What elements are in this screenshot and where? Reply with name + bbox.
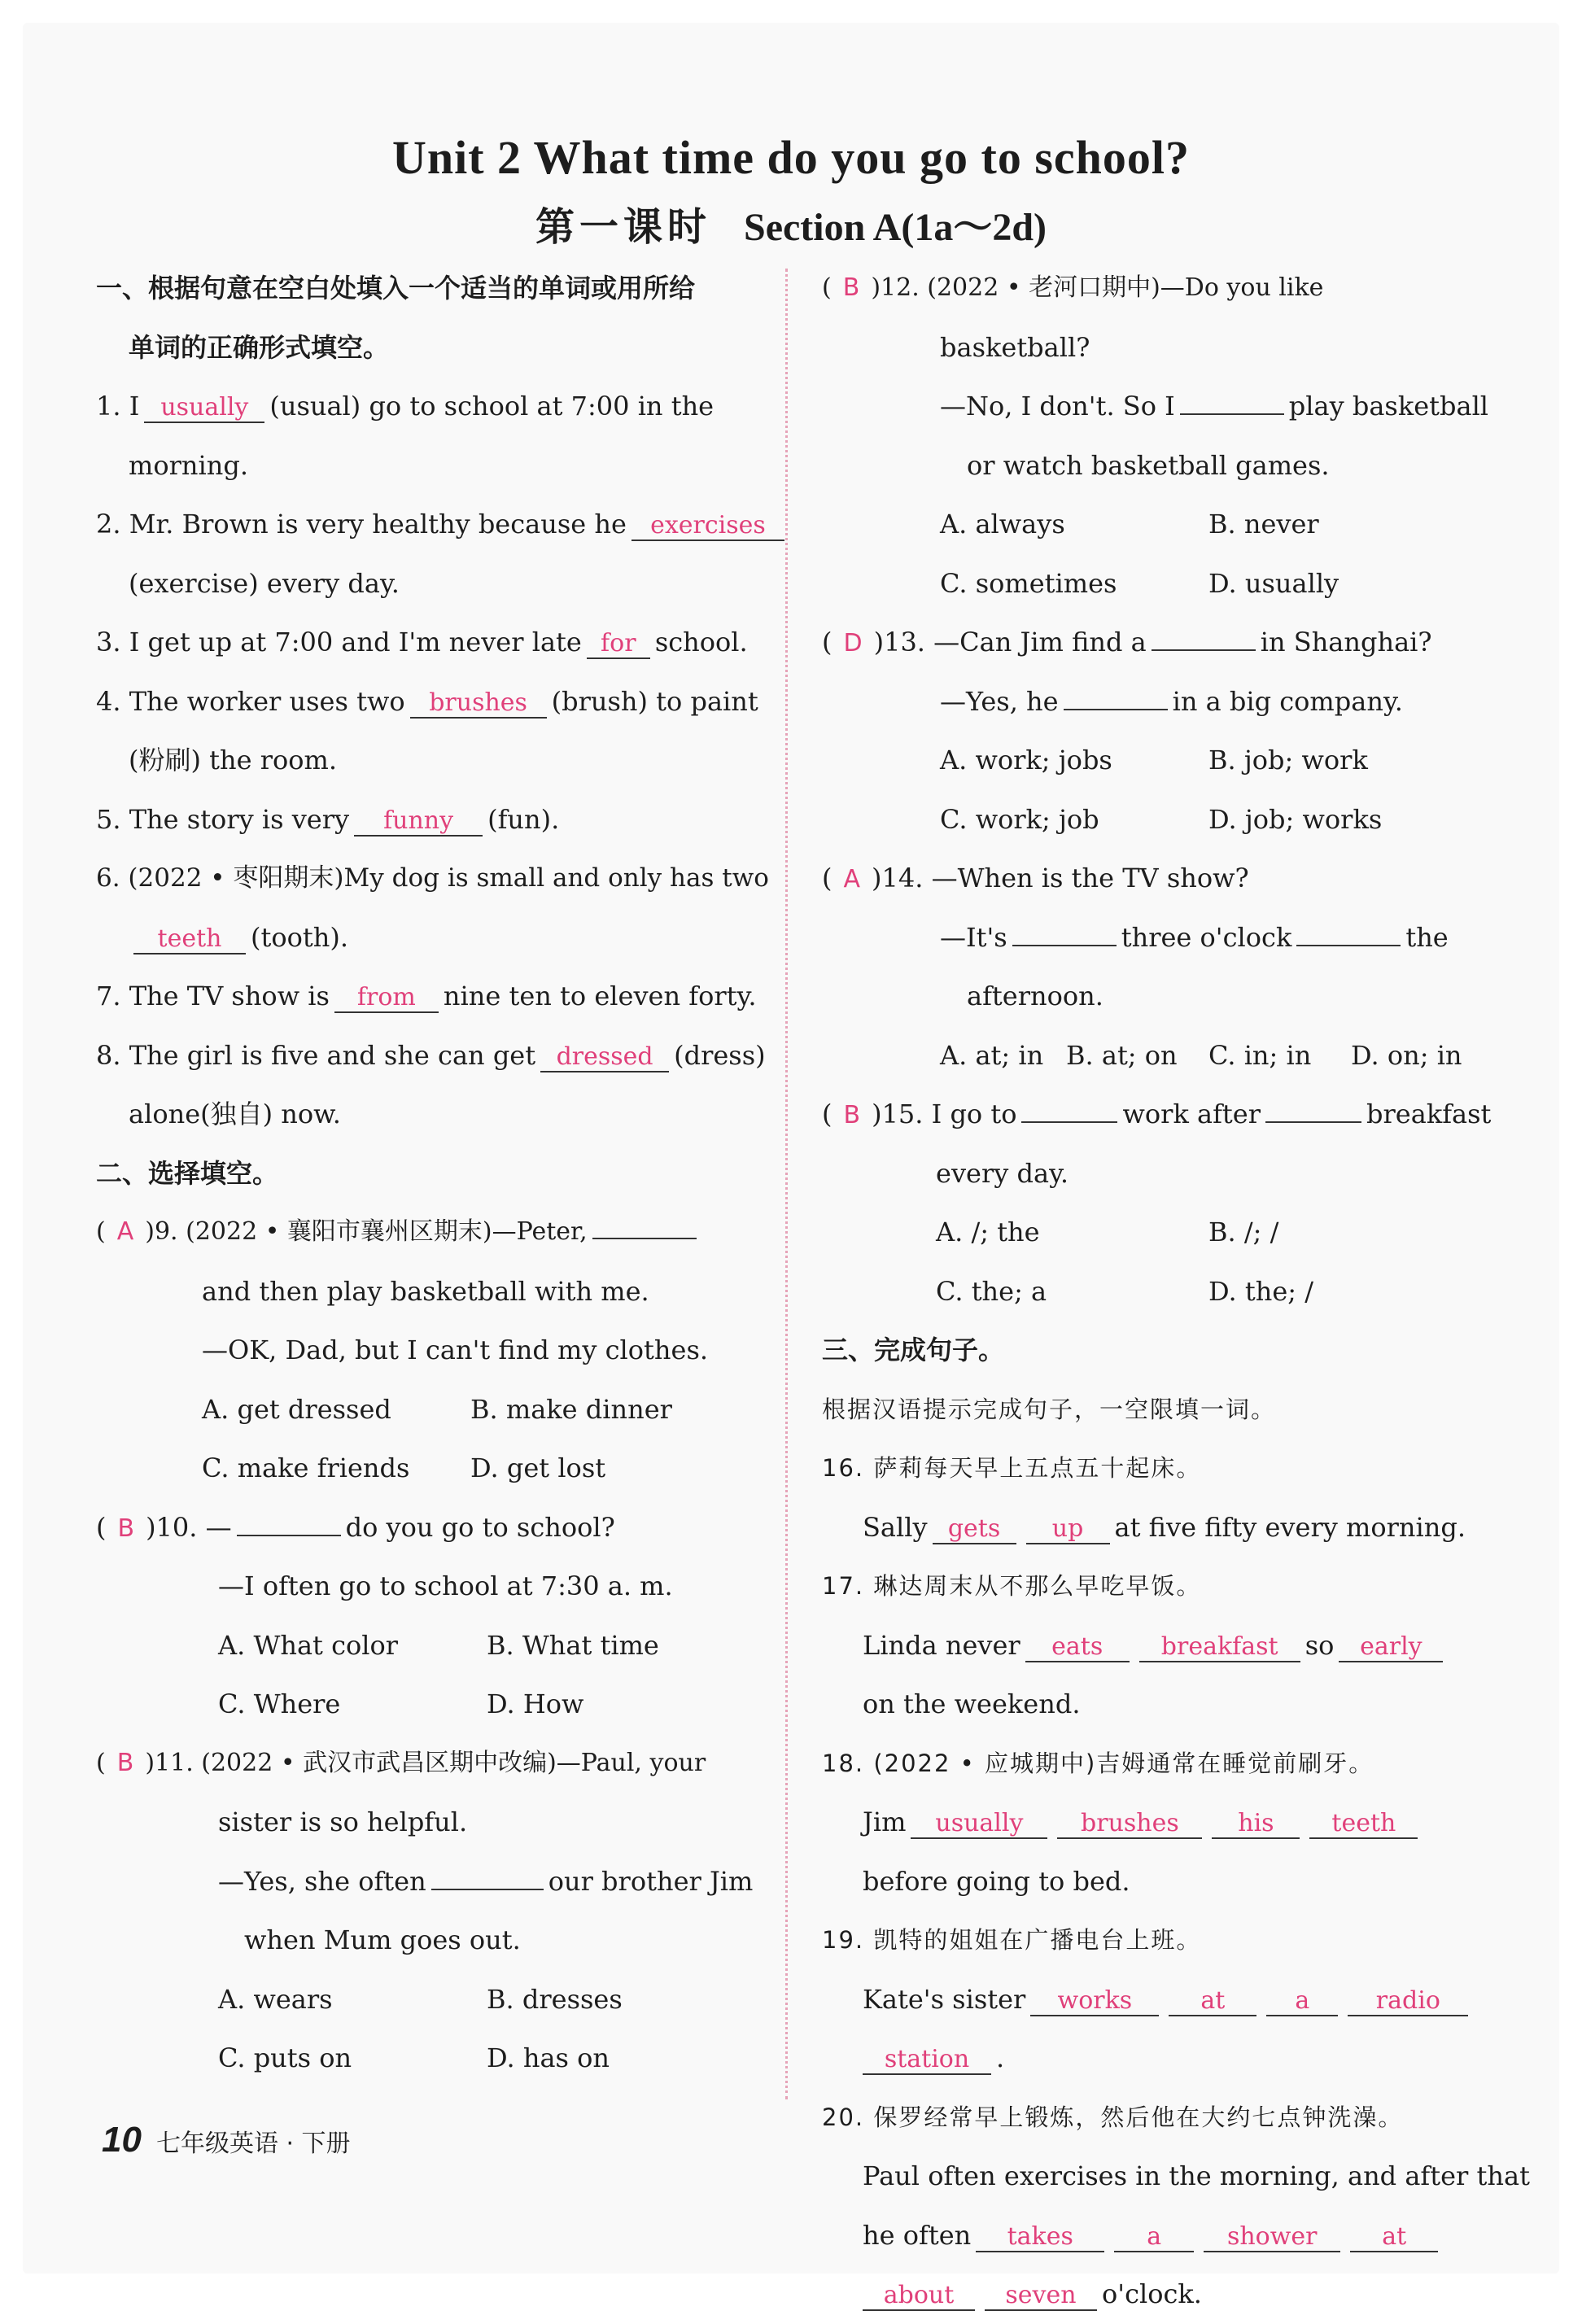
option-a[interactable]: A. wears (218, 1983, 333, 2015)
subtitle-cn: 第一课时 (535, 204, 711, 250)
question-10-line2: —I often go to school at 7:30 a. m. (218, 1570, 673, 1601)
page-footer (102, 2120, 351, 2160)
answer-blank[interactable] (431, 1889, 544, 1890)
answer-blank[interactable]: station (863, 2046, 991, 2075)
options-row (96, 2029, 763, 2088)
choice-answer: B (116, 1748, 134, 1777)
answer-blank[interactable]: his (1212, 1810, 1300, 1839)
answer-blank[interactable]: from (334, 984, 439, 1013)
answer-blank[interactable]: a (1266, 1987, 1338, 2016)
option-a[interactable]: A. always (940, 509, 1065, 540)
part2-heading: 二、选择填空。 (96, 1157, 279, 1189)
book-label: 七年级英语 · 下册 (155, 2130, 351, 2158)
question-20-line2: he often takes a shower at (822, 2206, 1485, 2265)
option-a[interactable]: A. What color (218, 1629, 399, 1661)
option-a[interactable]: A. at; in (940, 1039, 1044, 1071)
question-9: ( A )9. (2022 • 襄阳市襄州区期末)—Peter, (96, 1203, 763, 1262)
question-2: 2. Mr. Brown is very healthy because he exercises (96, 495, 763, 554)
question-12-line2: basketball? (940, 331, 1090, 363)
answer-blank[interactable]: for (587, 630, 650, 659)
answer-blank[interactable]: funny (354, 807, 483, 837)
choice-answer: B (117, 1514, 135, 1543)
option-d[interactable]: D. job; works (1208, 803, 1383, 835)
question-9-line3: —OK, Dad, but I can't find my clothes. (202, 1335, 709, 1365)
question-20-line1: Paul often exercises in the morning, and after that (863, 2160, 1530, 2191)
left-column (96, 259, 769, 2088)
option-b[interactable]: B. dresses (487, 1983, 623, 2015)
answer-blank[interactable]: works (1030, 1987, 1159, 2016)
answer-blank[interactable] (1265, 1121, 1361, 1123)
answer-blank[interactable]: breakfast (1139, 1633, 1300, 1662)
subtitle-en: Section A(1a～2d) (744, 206, 1047, 249)
question-11-line4: when Mum goes out. (244, 1924, 521, 1955)
option-d[interactable]: D. has on (487, 2042, 610, 2073)
option-d[interactable]: D. on; in (1351, 1039, 1462, 1071)
option-c[interactable]: C. Where (218, 1688, 341, 1719)
question-11-line2: sister is so helpful. (218, 1806, 468, 1837)
options-row (822, 731, 1485, 790)
question-19-cont: station . (822, 2029, 1485, 2088)
option-d[interactable]: D. usually (1208, 567, 1339, 599)
question-4: 4. The worker uses two brushes (brush) to paint (96, 685, 758, 717)
question-12-line4: or watch basketball games. (967, 449, 1330, 481)
choice-answer: B (843, 1101, 861, 1129)
choice-answer: A (843, 865, 861, 893)
option-b[interactable]: B. /; / (1208, 1217, 1279, 1247)
answer-blank[interactable]: brushes (410, 689, 547, 719)
answer-blank[interactable]: seven (985, 2282, 1097, 2311)
answer-blank[interactable]: teeth (133, 925, 246, 954)
question-1: 1. I usually (usual) go to school at 7:00 in the (96, 391, 715, 422)
question-14-line2: —It's three o'clock the (940, 921, 1449, 953)
part1-heading-2: 单词的正确形式填空。 (129, 331, 390, 363)
options-row (822, 1026, 1485, 1086)
answer-blank[interactable] (237, 1535, 341, 1536)
options-row (96, 1439, 763, 1498)
option-a[interactable]: A. work; jobs (940, 745, 1112, 775)
option-c[interactable]: C. in; in (1208, 1039, 1312, 1071)
option-c[interactable]: C. puts on (218, 2042, 352, 2073)
option-c[interactable]: C. make friends (202, 1452, 410, 1483)
part3-instructions: 根据汉语提示完成句子，一空限填一词。 (822, 1395, 1277, 1423)
question-12: ( B )12. (2022 • 老河口期中)—Do you like (822, 273, 1324, 302)
right-column (822, 259, 1530, 2324)
option-d[interactable]: D. get lost (470, 1452, 606, 1483)
answer-blank[interactable]: a (1114, 2223, 1194, 2252)
answer-blank[interactable] (1021, 1121, 1117, 1123)
question-6-cont: teeth (tooth). (96, 908, 763, 968)
option-c[interactable]: C. the; a (936, 1275, 1047, 1307)
options-row (822, 1203, 1485, 1262)
question-4-cont: (粉刷) the room. (129, 745, 338, 775)
answer-blank[interactable]: up (1026, 1515, 1110, 1544)
answer-blank[interactable]: radio (1348, 1987, 1468, 2016)
question-17-cont: on the weekend. (863, 1688, 1081, 1719)
question-11: ( B )11. (2022 • 武汉市武昌区期中改编)—Paul, your (96, 1748, 706, 1777)
answer-blank[interactable]: brushes (1057, 1810, 1202, 1839)
answer-blank[interactable]: shower (1204, 2223, 1340, 2252)
question-17: Linda never eats breakfast so early (822, 1616, 1485, 1675)
question-13: ( D )13. —Can Jim find a in Shanghai? (822, 627, 1432, 657)
page-number: 10 (102, 2120, 142, 2160)
question-16-cn: 16. 萨莉每天早上五点五十起床。 (822, 1454, 1202, 1482)
question-9-line2: and then play basketball with me. (202, 1275, 649, 1307)
question-14: ( A )14. —When is the TV show? (822, 863, 1249, 893)
question-18: Jim usually brushes his teeth (822, 1793, 1485, 1852)
options-row (822, 1262, 1485, 1321)
question-19: Kate's sister works at a radio (822, 1970, 1485, 2029)
part1-heading: 一、根据句意在空白处填入一个适当的单词或用所给 (96, 273, 696, 304)
question-3: 3. I get up at 7:00 and I'm never late for school. (96, 627, 748, 657)
answer-blank[interactable] (592, 1238, 697, 1239)
choice-answer: A (116, 1217, 134, 1246)
question-2-cont: (exercise) every day. (129, 567, 400, 599)
answer-blank[interactable]: early (1339, 1633, 1443, 1662)
option-d[interactable]: D. the; / (1208, 1275, 1313, 1307)
lesson-subtitle (0, 195, 1582, 251)
column-divider (785, 269, 788, 2099)
question-7: 7. The TV show is from nine ten to eleven forty. (96, 981, 757, 1011)
question-6: 6. (2022 • 枣阳期末)My dog is small and only has two (96, 863, 769, 893)
option-b[interactable]: B. What time (487, 1629, 659, 1661)
option-c[interactable]: C. work; job (940, 803, 1099, 835)
option-c[interactable]: C. sometimes (940, 567, 1117, 599)
question-15: ( B )15. I go to work after breakfast (822, 1099, 1492, 1129)
question-12-line3: —No, I don't. So I play basketball (940, 391, 1489, 422)
part3-heading: 三、完成句子。 (822, 1335, 1005, 1365)
answer-blank[interactable] (1180, 413, 1284, 415)
option-b[interactable]: B. at; on (1066, 1039, 1178, 1071)
question-20-line3: about seven o'clock. (822, 2265, 1485, 2324)
answer-blank[interactable]: teeth (1309, 1810, 1418, 1839)
question-15-line2: every day. (936, 1157, 1069, 1189)
question-8-cont: alone(独自) now. (129, 1099, 341, 1129)
option-d[interactable]: D. How (487, 1688, 584, 1719)
answer-blank[interactable] (1064, 709, 1168, 710)
answer-blank[interactable]: exercises (631, 512, 784, 541)
answer-blank[interactable]: at (1350, 2223, 1438, 2252)
answer-blank[interactable]: gets (933, 1515, 1016, 1544)
answer-blank[interactable]: eats (1025, 1633, 1130, 1662)
question-1-cont: morning. (129, 449, 249, 481)
question-10: ( B )10. — do you go to school? (96, 1511, 615, 1543)
question-17-cn: 17. 琳达周末从不那么早吃早饭。 (822, 1572, 1202, 1600)
options-row (822, 790, 1485, 850)
question-5: 5. The story is very funny (fun). (96, 803, 560, 835)
options-row (822, 495, 1485, 554)
question-16: Sally gets up at five fifty every morning. (863, 1511, 1466, 1543)
options-row (822, 554, 1485, 614)
options-row (96, 1970, 763, 2029)
answer-blank[interactable] (1296, 945, 1401, 946)
question-20-cn: 20. 保罗经常早上锻炼，然后他在大约七点钟洗澡。 (822, 2103, 1404, 2131)
question-8: 8. The girl is five and she can get dressed (dress) (96, 1039, 766, 1071)
answer-blank[interactable]: dressed (540, 1043, 669, 1072)
options-row (96, 1616, 763, 1675)
question-18-cn: 18. (2022 • 应城期中)吉姆通常在睡觉前刷牙。 (822, 1749, 1374, 1777)
answer-blank[interactable] (1012, 945, 1117, 946)
option-b[interactable]: B. never (1208, 509, 1319, 540)
option-b[interactable]: B. job; work (1208, 745, 1368, 775)
unit-title: Unit 2 What time do you go to school? (391, 131, 1191, 184)
question-13-line2: —Yes, he in a big company. (940, 685, 1403, 717)
options-row (96, 1675, 763, 1734)
option-a[interactable]: A. /; the (936, 1217, 1040, 1247)
choice-answer: D (843, 629, 863, 657)
question-18-cont: before going to bed. (863, 1865, 1130, 1897)
question-14-line3: afternoon. (967, 981, 1103, 1011)
option-a[interactable]: A. get dressed (202, 1393, 391, 1425)
answer-blank[interactable]: usually (911, 1810, 1047, 1839)
choice-answer: B (842, 273, 860, 302)
answer-blank[interactable]: at (1169, 1987, 1256, 2016)
question-19-cn: 19. 凯特的姐姐在广播电台上班。 (822, 1926, 1202, 1954)
question-11-line3: —Yes, she often our brother Jim (218, 1865, 754, 1897)
answer-blank[interactable] (1152, 649, 1256, 651)
answer-blank[interactable]: usually (144, 394, 264, 423)
answer-blank[interactable]: about (863, 2282, 975, 2311)
option-b[interactable]: B. make dinner (470, 1393, 672, 1425)
answer-blank[interactable]: takes (976, 2223, 1104, 2252)
options-row (96, 1380, 763, 1439)
